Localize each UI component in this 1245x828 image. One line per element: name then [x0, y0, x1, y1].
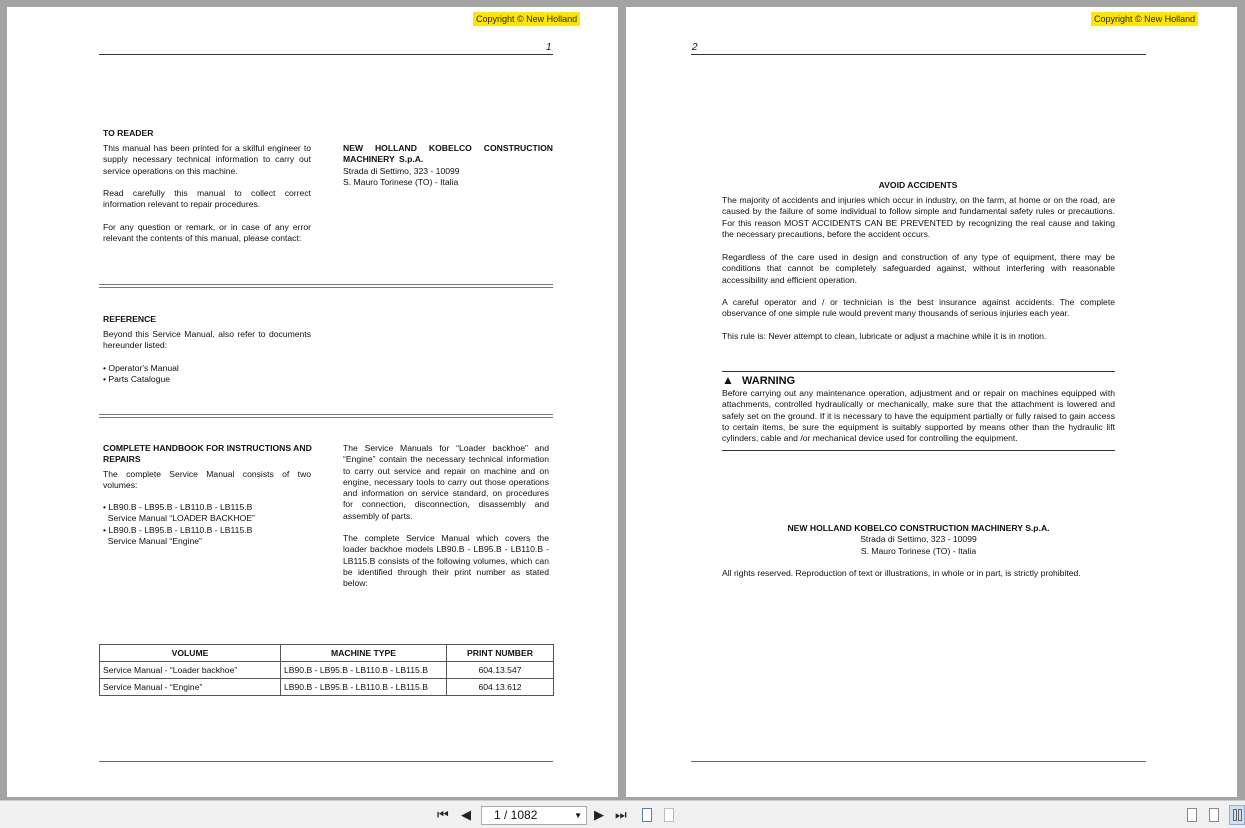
handbook-title: COMPLETE HANDBOOK FOR INSTRUCTIONS AND REPAIRS [103, 443, 312, 465]
reference-item: • Parts Catalogue [103, 374, 171, 384]
page-indicator: 1 / 1082 [494, 808, 538, 822]
table-row [100, 662, 554, 679]
header-rule [99, 54, 553, 55]
handbook-item-models: LB90.B - LB95.B - LB110.B - LB115.B [108, 525, 253, 535]
copyright-badge: Copyright © New Holland [1091, 12, 1198, 26]
handbook-text: The complete Service Manual consists of two volumes: [103, 469, 311, 491]
table-cell: 604.13.547 [447, 662, 554, 679]
handbook-right-p1: The Service Manuals for “Loader backhoe” and “Engine” contain the necessary technical information to carry out service and repair on machine and on engine, necessary tools to carry out those operations and information on service standard, on procedures for connection, disconnection, disassembly and assembly of parts. [343, 443, 549, 521]
fit-page-icon[interactable] [642, 808, 652, 822]
page-1 [7, 7, 618, 797]
page-2 [626, 7, 1237, 797]
copyright-badge: Copyright © New Holland [473, 12, 580, 26]
handbook-item: • LB90.B - LB95.B - LB110.B - LB115.B Service Manual “LOADER BACKHOE” [103, 502, 255, 524]
company-name: NEW HOLLAND KOBELCO CONSTRUCTION MACHINERY S.p.A. [787, 523, 1050, 533]
handbook-right-p2: The complete Service Manual which covers the loader backhoe models LB90.B - LB95.B - LB110.B - LB115.B consists of the following volumes, which can be identified through their print number as stated below: [343, 533, 549, 589]
viewer-toolbar [0, 800, 1245, 828]
reference-item: • Operator's Manual [103, 363, 179, 373]
warning-text: Before carrying out any maintenance operation, adjustment and or repair on machines equipped with attachments, controlled hydraulically or mechanically, make sure that the attachment is lowered and safely set on the ground. If it is necessary to have the equipment partially or fully raised to gain access to certain items, be sure the equipment is suitably supported by means other than the hydraulic lift cylinders, cable and /or mechanical device used for controlling the equipment. [722, 388, 1115, 444]
page-number-input[interactable] [481, 806, 587, 825]
first-page-icon[interactable]: ⏮ [437, 807, 449, 822]
to-reader-p3: For any question or remark, or in case of any error relevant the contents of this manual, please contact: [103, 222, 311, 244]
header-rule [691, 54, 1146, 55]
table-header: MACHINE TYPE [281, 645, 447, 662]
avoid-p1: The majority of accidents and injuries which occur in industry, on the farm, at home or on the road, are caused by the failure of some individual to follow simple and fundamental safety rules or precautions. For this reason MOST ACCIDENTS CAN BE PREVENTED by recognizing the real cause and taking the necessary precautions, before the accident occurs. [722, 195, 1115, 239]
continuous-view-icon[interactable] [1209, 808, 1219, 822]
table-cell: Service Manual - “Loader backhoe” [100, 662, 281, 679]
volumes-table [99, 644, 554, 696]
company-address1: Strada di Settimo, 323 - 10099 [343, 166, 460, 176]
table-cell: LB90.B - LB95.B - LB110.B - LB115.B [281, 679, 447, 696]
avoid-accidents-title: AVOID ACCIDENTS [878, 180, 958, 190]
company-address2: S. Mauro Torinese (TO) - Italia [860, 546, 977, 556]
section-divider [99, 414, 553, 418]
fit-width-icon[interactable] [664, 808, 674, 822]
warning-title: WARNING [742, 375, 796, 387]
company-name: NEW HOLLAND KOBELCO CONSTRUCTION MACHINERY S.p.A. [343, 143, 553, 165]
handbook-item: • LB90.B - LB95.B - LB110.B - LB115.B Service Manual “Engine” [103, 525, 253, 547]
section-divider [99, 284, 553, 288]
to-reader-p2: Read carefully this manual to collect correct information relevant to repair procedures. [103, 188, 311, 210]
table-cell: LB90.B - LB95.B - LB110.B - LB115.B [281, 662, 447, 679]
rights-notice: All rights reserved. Reproduction of text or illustrations, in whole or in part, is strictly prohibited. [722, 568, 1081, 578]
page-number: 1 [546, 42, 552, 53]
last-page-icon[interactable]: ⏭ [615, 807, 627, 822]
handbook-item-name: Service Manual “LOADER BACKHOE” [107, 513, 255, 524]
reference-title: REFERENCE [103, 314, 157, 324]
warning-top-rule [722, 371, 1115, 372]
warning-triangle-icon: ▲ [722, 373, 734, 387]
table-header-row [100, 645, 554, 662]
previous-page-icon[interactable]: ◀ [461, 807, 471, 822]
reference-item-label: Operator's Manual [108, 363, 179, 373]
table-row [100, 679, 554, 696]
reference-item-label: Parts Catalogue [108, 374, 171, 384]
handbook-item-models: LB90.B - LB95.B - LB110.B - LB115.B [108, 502, 253, 512]
avoid-p3: A careful operator and / or technician is the best insurance against accidents. The complete observance of one simple rule would prevent many thousands of serious injuries each year. [722, 297, 1115, 319]
warning-bottom-rule [722, 450, 1115, 451]
page-number: 2 [692, 42, 698, 53]
table-header: VOLUME [100, 645, 281, 662]
table-cell: 604.13.612 [447, 679, 554, 696]
avoid-p4: This rule is: Never attempt to clean, lubricate or adjust a machine while it is in motion. [722, 331, 1047, 341]
avoid-p2: Regardless of the care used in design and construction of any type of equipment, there may be conditions that cannot be completely safeguarded against, without interfering with reasonable accessibility and efficient operation. [722, 252, 1115, 285]
chevron-down-icon[interactable]: ▼ [574, 811, 582, 820]
to-reader-title: TO READER [103, 128, 154, 138]
table-header: PRINT NUMBER [447, 645, 554, 662]
single-page-view-icon[interactable] [1187, 808, 1197, 822]
two-page-view-icon[interactable] [1229, 805, 1245, 825]
handbook-item-name: Service Manual “Engine” [107, 536, 202, 547]
to-reader-p1: This manual has been printed for a skilful engineer to supply necessary technical information to carry out service operations on this machine. [103, 143, 311, 176]
footer-rule [691, 761, 1146, 762]
company-address1: Strada di Settimo, 323 - 10099 [860, 534, 977, 544]
company-address2: S. Mauro Torinese (TO) - Italia [343, 177, 459, 187]
table-cell: Service Manual - “Engine” [100, 679, 281, 696]
next-page-icon[interactable]: ▶ [594, 807, 604, 822]
reference-text: Beyond this Service Manual, also refer to documents hereunder listed: [103, 329, 311, 351]
footer-rule [99, 761, 553, 762]
